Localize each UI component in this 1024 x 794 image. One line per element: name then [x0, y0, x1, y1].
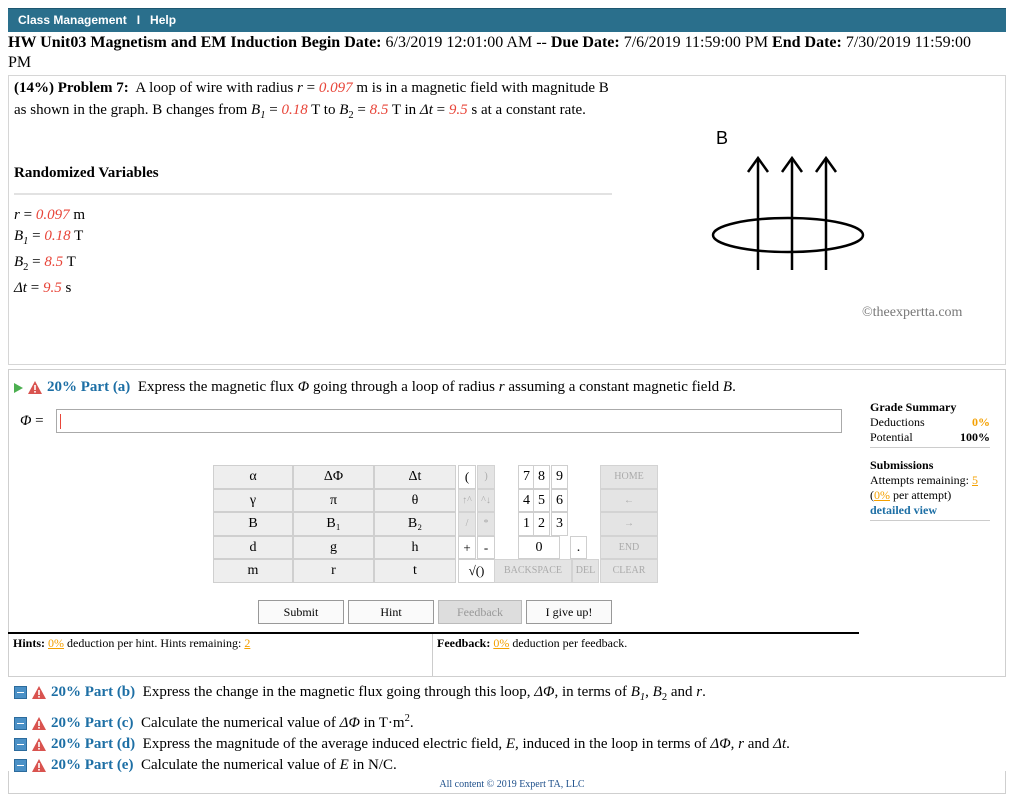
var-r-inline: 0.097 [318, 80, 353, 96]
play-icon[interactable] [14, 383, 23, 393]
keypad-key[interactable]: ( [458, 465, 476, 489]
text-caret [60, 414, 61, 429]
date-dash: -- [536, 34, 547, 51]
feedback-button[interactable]: Feedback [438, 600, 522, 624]
copyright-text: ©theexpertta.com [862, 305, 963, 320]
warning-icon [32, 686, 46, 699]
collapse-icon[interactable] [14, 717, 27, 730]
begin-date: 6/3/2019 12:01:00 AM [385, 34, 533, 51]
var-r: 0.097 [35, 207, 70, 223]
assignment-name: HW Unit03 Magnetism and EM Induction [8, 34, 298, 51]
keypad-key[interactable]: π [293, 489, 374, 513]
warning-icon [28, 381, 42, 394]
part-b-percent: 20% [51, 684, 81, 700]
keypad-key[interactable]: √() [458, 559, 495, 583]
help-link[interactable]: Help [150, 13, 177, 27]
top-nav-bar [8, 8, 1006, 32]
collapse-icon[interactable] [14, 738, 27, 751]
feedback-text: deduction per feedback. [512, 636, 628, 650]
keypad-key[interactable]: h [374, 536, 456, 560]
keypad-key[interactable]: - [477, 536, 495, 560]
keypad-key[interactable]: θ [374, 489, 456, 513]
problem-weight: (14%) [14, 80, 54, 96]
keypad-special-key[interactable]: CLEAR [600, 559, 658, 583]
randomized-variables-title: Randomized Variables [14, 165, 159, 181]
hints-label: Hints: [13, 636, 46, 650]
keypad-special-key[interactable]: ← [600, 489, 658, 513]
keypad-digit[interactable]: 0 [518, 536, 560, 560]
figure-b-label: B [716, 128, 729, 148]
part-c-row[interactable]: 20% Part (c) Calculate the numerical value of ΔΦ in $T\cdot m^2$. [14, 708, 790, 734]
keypad-digit[interactable]: 2 [533, 512, 550, 536]
collapse-icon[interactable] [14, 686, 27, 699]
keypad-digit[interactable]: 3 [551, 512, 568, 536]
divider [14, 193, 612, 195]
grade-summary-title: Grade Summary [870, 400, 957, 414]
keypad-key[interactable]: B [213, 512, 293, 536]
keypad-key[interactable]: d [213, 536, 293, 560]
deductions-value: 0% [972, 415, 990, 429]
var-dt-inline: 9.5 [448, 101, 468, 118]
keypad-key[interactable]: α [213, 465, 293, 489]
grade-divider [870, 447, 990, 448]
potential-label: Potential [870, 430, 913, 444]
warning-icon [32, 738, 46, 751]
keypad-key[interactable]: B₂ [374, 512, 456, 536]
end-date: 7/30/2019 11:59:00 PM [8, 34, 972, 71]
potential-value: 100% [960, 430, 990, 444]
hints-feedback-separator [432, 634, 433, 676]
warning-icon [32, 717, 46, 730]
give-up-button[interactable]: I give up! [526, 600, 612, 624]
detailed-view-link[interactable]: detailed view [870, 503, 937, 517]
keypad-key[interactable]: ^↓ [477, 489, 495, 513]
keypad-key[interactable]: t [374, 559, 456, 583]
keypad-key[interactable]: * [477, 512, 495, 536]
part-e-label: Part (e) [84, 757, 134, 773]
assignment-header [8, 33, 998, 73]
feedback-pct: 0% [493, 636, 510, 650]
due-date-label: Due Date: [550, 34, 620, 51]
keypad-key[interactable]: g [293, 536, 374, 560]
class-management-link[interactable]: Class Management [18, 13, 127, 27]
part-c-label: Part (c) [84, 715, 134, 731]
wire-loop [713, 218, 863, 252]
keypad-special-key[interactable]: END [600, 536, 658, 560]
keypad-digit[interactable]: 1 [518, 512, 535, 536]
keypad-digit[interactable]: 8 [533, 465, 550, 489]
answer-label: Φ = [20, 413, 44, 429]
begin-date-label: Begin Date: [301, 34, 382, 51]
problem-number: Problem 7: [57, 80, 129, 96]
keypad-digit[interactable]: 6 [551, 489, 568, 513]
keypad-digit[interactable]: 7 [518, 465, 535, 489]
var-b2-inline: 8.5 [369, 101, 389, 118]
other-parts-list [14, 682, 790, 776]
part-b-label: Part (b) [84, 684, 136, 700]
feedback-info [437, 636, 627, 651]
hints-text: deduction per hint. Hints remaining: [67, 636, 242, 650]
part-e-row[interactable]: 20% Part (e) Calculate the numerical value of E in N/C. [14, 755, 790, 776]
keypad-key[interactable]: ↑^ [458, 489, 476, 513]
keypad-key[interactable]: ) [477, 465, 495, 489]
keypad-key[interactable]: + [458, 536, 476, 560]
part-a-label: Part (a) [80, 379, 131, 395]
deductions-label: Deductions [870, 415, 925, 429]
keypad-digit[interactable]: 4 [518, 489, 535, 513]
part-a-percent: 20% [47, 379, 77, 395]
var-b2: 8.5 [44, 254, 64, 270]
keypad-key[interactable]: ΔΦ [293, 465, 374, 489]
per-attempt-text: per attempt) [893, 488, 952, 502]
grade-summary: Grade Summary Deductions 0% Potential 100% Submissions Attempts remaining: 5 (0% per attempt) detailed view [870, 400, 990, 531]
keypad-key[interactable]: r [293, 559, 374, 583]
attempts-remaining: 5 [971, 473, 978, 487]
problem-statement: (14%) Problem 7: A loop of wire with radius r = 0.097 m is in a magnetic field with magnitude B as shown in the graph. B changes from $B_1 = 0.18$ T to $B_2 = 8.5$ T in Δt = 9.5 s at a constant rate. [14, 80, 609, 121]
submit-button[interactable]: Submit [258, 600, 344, 624]
keypad-digit[interactable]: 9 [551, 465, 568, 489]
grade-divider-2 [870, 520, 990, 521]
end-date-label: End Date: [772, 34, 842, 51]
part-d-row[interactable]: 20% Part (d) Express the magnitude of the average induced electric field, E, induced in the loop in terms of ΔΦ, r and Δt. [14, 734, 790, 755]
keypad-special-key[interactable]: DEL [572, 559, 599, 583]
part-e-percent: 20% [51, 757, 81, 773]
var-b1: 0.18 [44, 228, 71, 244]
per-attempt-pct: 0% [874, 488, 890, 502]
hints-info [13, 636, 250, 651]
var-b1-inline: 0.18 [281, 101, 308, 118]
hint-button[interactable]: Hint [348, 600, 434, 624]
part-d-label: Part (d) [84, 736, 136, 752]
keypad-digit[interactable]: . [570, 536, 587, 560]
hints-divider [8, 632, 859, 634]
keypad-key[interactable]: m [213, 559, 293, 583]
feedback-label: Feedback: [437, 636, 491, 650]
part-d-percent: 20% [51, 736, 81, 752]
attempts-label: Attempts remaining: [870, 473, 969, 487]
keypad-key[interactable]: / [458, 512, 476, 536]
keypad-special-key[interactable]: → [600, 512, 658, 536]
due-date: 7/6/2019 11:59:00 PM [623, 34, 769, 51]
keypad-special-key[interactable]: HOME [600, 465, 658, 489]
hints-remaining: 2 [244, 636, 251, 650]
part-c-percent: 20% [51, 715, 81, 731]
magnetic-field-figure [700, 120, 900, 280]
part-b-row[interactable]: 20% Part (b) Express the change in the magnetic flux going through this loop, ΔΦ, in terms of $B_1$, $B_2$ and r. [14, 682, 790, 708]
hints-pct: 0% [48, 636, 65, 650]
footer-text: All content © 2019 Expert TA, LLC [439, 779, 585, 790]
nav-separator: I [136, 13, 141, 27]
part-a-prompt: 20% Part (a) Express the magnetic flux Φ going through a loop of radius r assuming a constant magnetic field B. [14, 377, 736, 397]
keypad-digit[interactable]: 5 [533, 489, 550, 513]
answer-input[interactable] [56, 409, 842, 433]
randomized-variables-list: r = 0.097 m $B_1 = 0.18$ T $B_2 = 8.5$ T Δt = 9.5 s [14, 207, 85, 296]
var-dt: 9.5 [42, 280, 62, 296]
keypad-key[interactable]: Δt [374, 465, 456, 489]
submissions-title: Submissions [870, 458, 934, 472]
keypad-key[interactable]: γ [213, 489, 293, 513]
keypad-special-key[interactable]: BACKSPACE [494, 559, 572, 583]
keypad-key[interactable]: B₁ [293, 512, 374, 536]
